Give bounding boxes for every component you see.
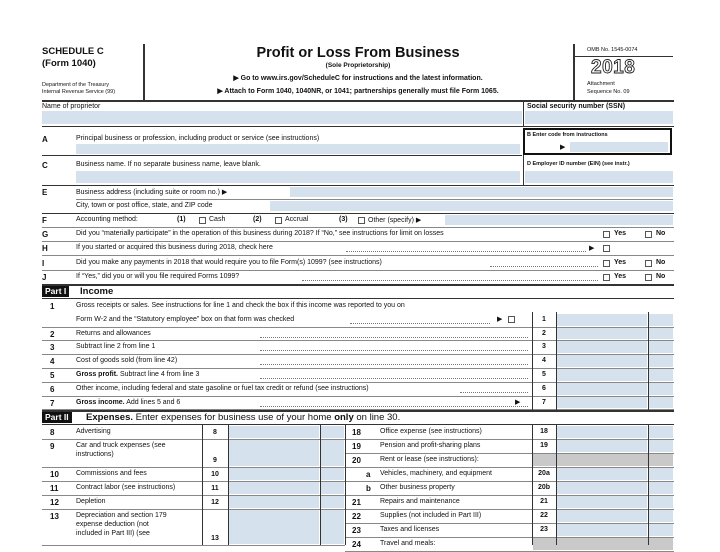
part-2-cents-input[interactable] (649, 482, 673, 494)
part-2-box-number: 23 (540, 526, 548, 533)
tax-year: 2018 (591, 57, 636, 78)
part-2-cents-input[interactable] (321, 440, 344, 466)
attachment-label: Attachment (587, 81, 615, 87)
dot-leader (260, 406, 528, 407)
part-2-line-number: 19 (352, 442, 361, 451)
dot-leader (260, 337, 528, 338)
part-2-cents-input[interactable] (649, 468, 673, 480)
other-method-checkbox[interactable] (358, 217, 365, 224)
shaded-area (533, 538, 673, 550)
part-1-box-number: 7 (542, 398, 546, 406)
part-1-amount-input[interactable] (557, 314, 647, 326)
part-2-box-number: 19 (540, 442, 548, 449)
city-state-zip-input[interactable] (270, 201, 673, 211)
part-2-label: Part II (42, 412, 72, 423)
part-2-amount-input[interactable] (229, 496, 319, 508)
part-2-line-label: Supplies (not included in Part III) (380, 512, 482, 519)
part-2-line-number: 22 (352, 512, 361, 521)
part-1-line-number: 7 (50, 398, 55, 408)
part-2-amount-input[interactable] (229, 440, 319, 466)
part-1-label: Part I (42, 286, 69, 297)
part-2-line-number: 24 (352, 540, 361, 549)
part-2-cents-input[interactable] (649, 440, 673, 452)
ein-input[interactable] (525, 171, 673, 183)
part-2-line-number: 10 (50, 470, 59, 479)
line-g-letter: G (42, 230, 49, 239)
part-2-line-label-cont: instructions) (76, 451, 114, 458)
part-1-cents-input[interactable] (649, 328, 673, 340)
part-2-cents-input[interactable] (321, 496, 344, 508)
g-yes-checkbox[interactable] (603, 231, 610, 238)
part-2-amount-input[interactable] (557, 468, 647, 480)
part-2-box-number: 18 (540, 428, 548, 435)
part-2-box-number: 13 (211, 535, 219, 542)
part-1-line-label: Gross income. Add lines 5 and 6 (76, 398, 181, 406)
part-2-line-label: Depletion (76, 498, 106, 505)
part-1-line-number: 3 (50, 343, 55, 353)
line-f-letter: F (42, 216, 47, 225)
part-2-box-number: 20b (537, 484, 551, 491)
line-c-letter: C (42, 161, 48, 170)
part-2-line-number: 12 (50, 498, 59, 507)
part-2-box-number: 12 (211, 499, 219, 506)
part-2-box-number: 22 (540, 512, 548, 519)
ssn-label: Social security number (SSN) (527, 103, 626, 110)
g-no-checkbox[interactable] (645, 231, 652, 238)
part-2-cents-input[interactable] (321, 482, 344, 494)
part-1-cents-input[interactable] (649, 355, 673, 367)
part-2-box-number: 10 (211, 471, 219, 478)
form-number: (Form 1040) (42, 58, 96, 69)
part-1-amount-input[interactable] (557, 328, 647, 340)
i-no-label: No (656, 259, 666, 266)
part-1-line-label: Gross receipts or sales. See instructions for line 1 and check the box if this income was reported to you on (76, 302, 405, 309)
part-1-amount-input[interactable] (557, 355, 647, 367)
line-h-letter: H (42, 244, 48, 253)
part-2-cents-input[interactable] (321, 510, 344, 544)
line-j-label: If “Yes,” did you or will you file required Forms 1099? (76, 273, 240, 280)
part-2-cents-input[interactable] (649, 496, 673, 508)
part-2-line-label: Vehicles, machinery, and equipment (380, 470, 492, 477)
other-method-label: Other (specify) ▶ (368, 217, 422, 224)
part-1-line-number: 2 (50, 329, 55, 339)
line-i-letter: I (42, 259, 45, 268)
accounting-method-label: Accounting method: (76, 216, 138, 223)
part-2-amount-input[interactable] (557, 524, 647, 536)
part-2-cents-input[interactable] (321, 468, 344, 480)
part-1-box-number: 5 (542, 371, 546, 378)
dot-leader (350, 323, 490, 324)
part-2-cents-input[interactable] (649, 510, 673, 522)
part-2-line-number: 20 (352, 456, 361, 465)
part-2-amount-input[interactable] (557, 440, 647, 452)
h-checkbox[interactable] (603, 245, 610, 252)
part-1-line-label: Cost of goods sold (from line 42) (76, 357, 178, 365)
part-2-line-number: 23 (352, 526, 361, 535)
part-2-line-number: 18 (352, 428, 361, 437)
statutory-employee-checkbox[interactable] (508, 316, 515, 323)
part-2-line-label: Pension and profit-sharing plans (380, 442, 481, 449)
part-1-box-number: 4 (542, 357, 546, 365)
part-2-line-number: b (366, 484, 371, 493)
g-yes-label: Yes (614, 230, 627, 237)
part-1-line-number: 5 (50, 371, 55, 380)
form-subtitle: (Sole Proprietorship) (325, 62, 391, 69)
ssn-input[interactable] (525, 111, 673, 124)
cash-checkbox[interactable] (199, 217, 206, 224)
part-1-box-number: 3 (542, 343, 546, 351)
i-yes-checkbox[interactable] (603, 260, 610, 267)
part-1-line-label: Subtract line 2 from line 1 (76, 343, 156, 351)
part-1-cents-input[interactable] (649, 314, 673, 326)
part-1-title: Income (80, 286, 114, 297)
form-title: Profit or Loss From Business (256, 45, 460, 61)
part-1-box-number: 2 (542, 329, 546, 337)
part-1-box-number: 6 (542, 384, 546, 392)
other-method-input[interactable] (445, 215, 673, 225)
dept-line-1: Department of the Treasury (42, 82, 109, 88)
line-a-label: Principal business or profession, including product or service (see instructions) (76, 135, 320, 142)
principal-business-input[interactable] (76, 144, 520, 154)
i-no-checkbox[interactable] (645, 260, 652, 267)
part-2-box-number: 9 (213, 457, 217, 464)
i-yes-label: Yes (614, 259, 627, 266)
part-2-amount-input[interactable] (557, 496, 647, 508)
part-1-line-number: 4 (50, 357, 55, 367)
part-2-cents-input[interactable] (321, 426, 344, 438)
part-2-line-label: Rent or lease (see instructions): (380, 456, 479, 463)
dept-line-2: Internal Revenue Service (99) (42, 89, 116, 95)
j-yes-checkbox[interactable] (603, 274, 610, 281)
part-2-cents-input[interactable] (649, 426, 673, 438)
line-i-label: Did you make any payments in 2018 that would require you to file Form(s) 1099? (see instructions) (76, 259, 382, 266)
goto-instructions: ▶ Go to www.irs.gov/ScheduleC for instructions and the latest information. (233, 75, 483, 82)
line-e-city-label: City, town or post office, state, and ZIP code (76, 202, 213, 209)
part-1-amount-input[interactable] (557, 341, 647, 353)
business-address-input[interactable] (290, 187, 673, 197)
part-2-line-label: Contract labor (see instructions) (76, 484, 176, 491)
part-2-line-number: 13 (50, 512, 59, 521)
part-2-amount-input[interactable] (229, 510, 319, 544)
part-1-line-number: 1 (50, 302, 55, 311)
part-1-cents-input[interactable] (649, 397, 673, 409)
j-no-checkbox[interactable] (645, 274, 652, 281)
part-1-amount-input[interactable] (557, 383, 647, 395)
accrual-label: Accrual (285, 216, 309, 223)
part-2-line-number: 11 (50, 484, 59, 493)
line-c-label: Business name. If no separate business name, leave blank. (76, 161, 261, 168)
name-of-proprietor-input[interactable] (42, 111, 522, 124)
part-2-amount-input[interactable] (557, 510, 647, 522)
dot-leader (260, 364, 528, 365)
part-1-line-label: Gross profit. Subtract line 4 from line 3 (76, 371, 200, 378)
j-no-label: No (656, 273, 666, 280)
part-1-cents-input[interactable] (649, 341, 673, 353)
business-name-input[interactable] (76, 171, 520, 183)
omb-number: OMB No. 1545-0074 (587, 47, 638, 53)
part-2-amount-input[interactable] (229, 426, 319, 438)
cash-number: (1) (177, 216, 186, 223)
part-2-line-label: Office expense (see instructions) (380, 428, 482, 435)
line-e-label: Business address (including suite or room no.) ▶ (76, 189, 228, 196)
part-2-line-label-cont: included in Part III) (see (76, 530, 150, 537)
part-1-line-number: 6 (50, 384, 55, 394)
part-2-line-label: Car and truck expenses (see (76, 442, 166, 449)
line-b-label: B Enter code from instructions (527, 132, 608, 138)
arrow-icon: ▶ (497, 315, 503, 323)
part-2-title: Expenses. Enter expenses for business use of your home only on line 30. (86, 412, 401, 423)
accrual-number: (2) (253, 216, 262, 223)
part-1-line-label: Returns and allowances (76, 329, 151, 337)
part-2-line-label: Advertising (76, 428, 111, 435)
other-number: (3) (339, 216, 348, 223)
name-of-proprietor-label: Name of proprietor (42, 103, 101, 110)
part-2-amount-input[interactable] (229, 482, 319, 494)
part-1-cents-input[interactable] (649, 369, 673, 381)
dot-leader (260, 378, 528, 379)
part-1-box-number: 1 (542, 315, 546, 323)
part-1-cents-input[interactable] (649, 383, 673, 395)
part-2-box-number: 20a (538, 470, 550, 477)
part-2-box-number: 8 (213, 429, 217, 436)
arrow-icon: ▶ (515, 398, 521, 406)
dot-leader (260, 350, 528, 351)
part-2-amount-input[interactable] (229, 468, 319, 480)
part-2-line-number: 8 (50, 428, 55, 437)
part-2-line-label: Repairs and maintenance (380, 498, 460, 505)
part-2-box-number: 21 (540, 498, 548, 505)
part-2-line-label: Commissions and fees (76, 470, 147, 477)
part-1-line-label: Form W-2 and the “Statutory employee” box on that form was checked (76, 315, 295, 323)
sequence-number: Sequence No. 09 (587, 89, 630, 95)
g-no-label: No (656, 230, 666, 237)
part-2-line-label: Depreciation and section 179 (76, 512, 167, 519)
line-a-letter: A (42, 135, 48, 144)
arrow-icon: ▶ (560, 144, 566, 151)
part-2-line-label: Taxes and licenses (380, 526, 440, 533)
part-2-amount-input[interactable] (557, 426, 647, 438)
schedule-name: SCHEDULE C (42, 46, 104, 57)
part-1-line-label: Other income, including federal and state gasoline or fuel tax credit or refund (see instructions) (76, 384, 369, 392)
part-2-line-number: 9 (50, 442, 55, 451)
part-2-line-label: Other business property (380, 484, 455, 491)
arrow-icon: ▶ (589, 245, 595, 252)
part-2-box-number: 11 (211, 485, 219, 492)
line-h-label: If you started or acquired this business during 2018, check here (76, 244, 273, 251)
part-2-line-number: 21 (352, 498, 361, 507)
row-divider (42, 545, 345, 546)
j-yes-label: Yes (614, 273, 627, 280)
line-j-letter: J (42, 273, 47, 282)
shaded-area (533, 454, 673, 466)
line-g-label: Did you “materially participate” in the operation of this business during 2018? If “No,” see instructions for limit on losses (76, 230, 444, 237)
cash-label: Cash (209, 216, 226, 223)
part-1-amount-input[interactable] (557, 397, 647, 409)
part-2-line-label: Travel and meals: (380, 540, 436, 547)
part-2-line-number: a (366, 470, 371, 479)
dot-leader (460, 392, 528, 393)
business-code-input[interactable] (570, 142, 668, 152)
part-2-amount-input[interactable] (557, 482, 647, 494)
line-e-letter: E (42, 188, 48, 197)
line-d-label: D Employer ID number (EIN) (see instr.) (527, 161, 630, 167)
part-2-cents-input[interactable] (649, 524, 673, 536)
attach-instructions: ▶ Attach to Form 1040, 1040NR, or 1041; partnerships generally must file Form 1065. (217, 88, 499, 95)
part-2-line-label-cont: expense deduction (not (76, 521, 149, 528)
part-1-amount-input[interactable] (557, 369, 647, 381)
accrual-checkbox[interactable] (275, 217, 282, 224)
